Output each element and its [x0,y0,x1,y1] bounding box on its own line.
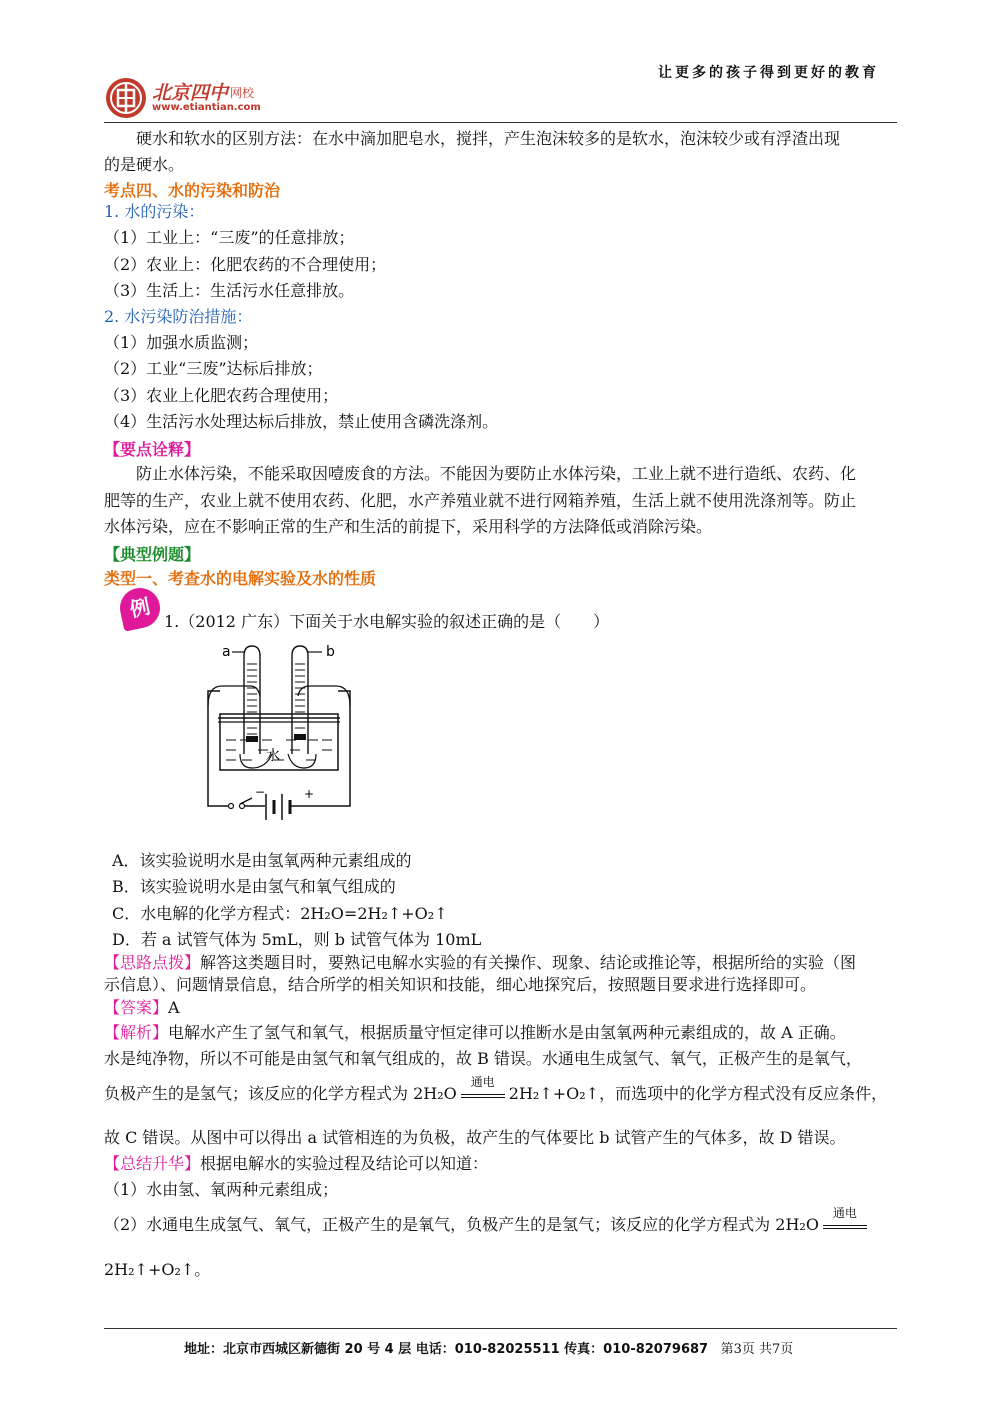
footer-line [184,1338,793,1357]
prevention-heading: 2. 水污染防治措施： [104,307,253,326]
analysis-line-3 [104,1074,888,1106]
analysis-tag: 【解析】 [104,1023,169,1042]
footer-rule [104,1328,897,1329]
prevention-item: （4）生活污水处理达标后排放，禁止使用含磷洗涤剂。 [104,412,499,431]
answer-line [104,997,180,1019]
pollution-heading: 1. 水的污染： [104,202,205,221]
option-a: A．该实验说明水是由氢氧两种元素组成的 [112,851,412,870]
header-rule [104,122,897,123]
prevention-item: （3）农业上化肥农药合理使用； [104,386,339,405]
answer-value: A [168,998,180,1017]
logo [104,76,304,120]
prevention-item: （1）加强水质监测； [104,333,259,352]
type1-title: 类型一、考查水的电解实验及水的性质 [104,569,377,588]
summary-condition: 通电 [832,1205,857,1220]
reaction-condition-arrow [461,1074,505,1106]
tube-a-label: a [222,644,231,660]
summary-item-2 [104,1205,871,1237]
paragraph-hard-soft-2: 的是硬水。 [104,155,185,174]
reaction-condition: 通电 [470,1074,495,1089]
hint-line-2: 示信息）、问题情景信息，结合所学的相关知识和技能，细心地探究后，按照题目要求进行选择即可。 [104,975,817,994]
footer-page: 第3页 共7页 [720,1342,794,1357]
logo-emblem-icon [104,76,148,120]
analysis-line-2: 水是纯净物，所以不可能是由氢气和氧气组成的，故 B 错误。水通电生成氢气、氧气，正极产生的是氧气， [104,1049,862,1068]
logo-name: 北京四中 [152,82,229,104]
pollution-item: （2）农业上：化肥农药的不合理使用； [104,255,387,274]
analysis-equation-right: 2H₂↑+O₂↑，而选项中的化学方程式没有反应条件， [508,1084,888,1103]
summary-text: 根据电解水的实验过程及结论可以知道： [200,1154,489,1173]
example-badge-label: 例 [127,594,153,622]
summary-item-1: （1）水由氢、氧两种元素组成； [104,1180,339,1199]
option-d: D．若 a 试管气体为 5mL，则 b 试管气体为 10mL [112,930,482,949]
examples-tag: 【典型例题】 [104,545,201,564]
prevention-item: （2）工业“三废”达标后排放； [104,359,323,378]
key-points-line: 肥等的生产，农业上就不使用农药、化肥，水产养殖业就不进行网箱养殖，生活上就不使用洗涤剂等。防止 [104,491,857,510]
paragraph-hard-soft-1: 硬水和软水的区别方法：在水中滴加肥皂水，搅拌，产生泡沫较多的是软水，泡沫较少或有浮渣出现 [136,129,841,148]
summary-condition-arrow [823,1205,867,1237]
logo-url: www.etiantian.com [152,102,261,113]
battery-plus-label: + [304,787,315,801]
summary-tag: 【总结升华】 [104,1154,201,1173]
summary-line-1 [104,1153,488,1175]
pollution-item: （1）工业上：“三废”的任意排放； [104,228,355,247]
tube-b-label: b [326,644,335,660]
section4-title: 考点四、水的污染和防治 [104,181,281,200]
answer-tag: 【答案】 [104,998,169,1017]
summary-equation-left: （2）水通电生成氢气、氧气，正极产生的是氧气，负极产生的是氢气；该反应的化学方程式为 2H₂O [104,1215,819,1234]
battery-minus-label: − [255,785,266,799]
hint-tag: 【思路点拨】 [104,953,201,972]
analysis-text: 电解水产生了氢气和氧气，根据质量守恒定律可以推断水是由氢氧两种元素组成的，故 A 正确。 [168,1023,846,1042]
water-label: 水 [266,748,280,764]
summary-item-2-continued: 2H₂↑+O₂↑。 [104,1260,211,1279]
key-points-tag: 【要点诠释】 [104,440,201,459]
analysis-line-1 [104,1022,846,1044]
option-b: B．该实验说明水是由氢气和氧气组成的 [112,877,396,896]
question: 1.（2012 广东）下面关于水电解实验的叙述正确的是（ ） [164,612,610,631]
key-points-line: 防止水体污染，不能采取因噎废食的方法。不能因为要防止水体污染，工业上就不进行造纸、农药、化 [136,464,857,483]
key-points-line: 水体污染，应在不影响正常的生产和生活的前提下，采用科学的方法降低或消除污染。 [104,517,713,536]
option-c: C．水电解的化学方程式：2H₂O=2H₂↑+O₂↑ [112,904,448,923]
pollution-item: （3）生活上：生活污水任意排放。 [104,281,355,300]
analysis-line-4: 故 C 错误。从图中可以得出 a 试管相连的为负极，故产生的气体要比 b 试管产生的气体多，故 D 错误。 [104,1128,846,1147]
hint-text: 解答这类题目时，要熟记电解水实验的有关操作、现象、结论或推论等，根据所给的实验（图 [200,953,857,972]
logo-suffix: 网校 [230,86,255,100]
hint-line-1 [104,952,856,974]
analysis-equation-left: 负极产生的是氢气；该反应的化学方程式为 2H₂O [104,1084,457,1103]
header-slogan: 让更多的孩子得到更好的教育 [658,65,879,81]
example-badge [116,584,163,631]
footer-address: 地址：北京市西城区新德街 20 号 4 层 电话：010-82025511 传真：010-82079687 [184,1342,709,1357]
electrolysis-diagram [200,636,360,836]
